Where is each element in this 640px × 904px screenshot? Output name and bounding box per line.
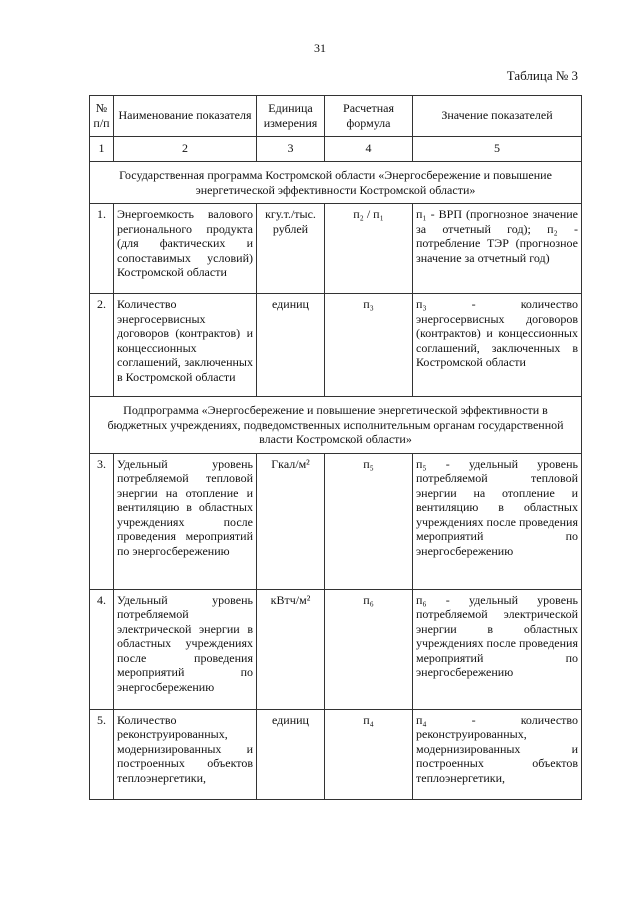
row-number: 2. [90,294,114,397]
row-number: 5. [90,709,114,799]
indicator-name: Энергоемкость валового регионального продукта (для фактических и сопоставимых условий) Костромской области [114,204,257,294]
indicator-description: п₆ - удельный уровень потребляемой электрической энергии в областных учреждениях после проведения мероприятий по энергосбережению [413,589,582,709]
section-title-program: Государственная программа Костромской области «Энергосбережение и повышение энергетической эффективности Костромской области» [90,162,582,204]
indicator-unit: единиц [257,294,325,397]
column-number-row [90,137,582,162]
indicator-description: п₃ - количество энергосервисных договоров (контрактов) и концессионных соглашений, заключенных в Костромской области [413,294,582,397]
table-row [90,204,582,294]
column-number: 3 [257,137,325,162]
header-name: Наименование показателя [114,96,257,137]
column-number: 4 [325,137,413,162]
indicator-description: п₁ - ВРП (прогнозное значение за отчетный год); п₂ - потребление ТЭР (прогнозное значение за отчетный год) [413,204,582,294]
header-row [90,96,582,137]
column-number: 2 [114,137,257,162]
section-title-subprogram: Подпрограмма «Энергосбережение и повышение энергетической эффективности в бюджетных учреждениях, подведомственных исполнительным органам государственной власти Костромской области» [90,397,582,454]
table-row [90,709,582,799]
row-number: 4. [90,589,114,709]
header-number: № п/п [90,96,114,137]
indicator-unit: кВтч/м² [257,589,325,709]
indicator-formula: п₄ [325,709,413,799]
header-formula: Расчетная формула [325,96,413,137]
indicator-unit: единиц [257,709,325,799]
table-row [90,453,582,589]
indicator-unit: кгу.т./тыс. рублей [257,204,325,294]
section-row [90,397,582,454]
table-row [90,294,582,397]
indicator-unit: Гкал/м² [257,453,325,589]
indicator-formula: п₅ [325,453,413,589]
header-values: Значение показателей [413,96,582,137]
indicator-description: п₄ - количество реконструированных, модернизированных и построенных объектов теплоэнергетики, [413,709,582,799]
row-number: 3. [90,453,114,589]
indicator-description: п₅ - удельный уровень потребляемой тепловой энергии на отопление и вентиляцию в областных учреждениях после проведения мероприятий по энергосбережению [413,453,582,589]
indicator-name: Количество реконструированных, модернизированных и построенных объектов теплоэнергетики, [114,709,257,799]
page-number: 31 [314,41,326,55]
indicator-name: Удельный уровень потребляемой электрической энергии в областных учреждениях после проведения мероприятий по энергосбережению [114,589,257,709]
column-number: 1 [90,137,114,162]
section-row [90,162,582,204]
row-number: 1. [90,204,114,294]
indicator-formula: п₂ / п₁ [325,204,413,294]
indicator-formula: п₃ [325,294,413,397]
table-caption: Таблица № 3 [506,68,578,83]
column-number: 5 [413,137,582,162]
table-row [90,589,582,709]
indicator-name: Удельный уровень потребляемой тепловой энергии на отопление и вентиляцию в областных учреждениях после проведения мероприятий по энергосбережению [114,453,257,589]
indicator-formula: п₆ [325,589,413,709]
header-unit: Единица измерения [257,96,325,137]
indicator-name: Количество энергосервисных договоров (контрактов) и концессионных соглашений, заключенных в Костромской области [114,294,257,397]
indicators-table [89,95,582,800]
